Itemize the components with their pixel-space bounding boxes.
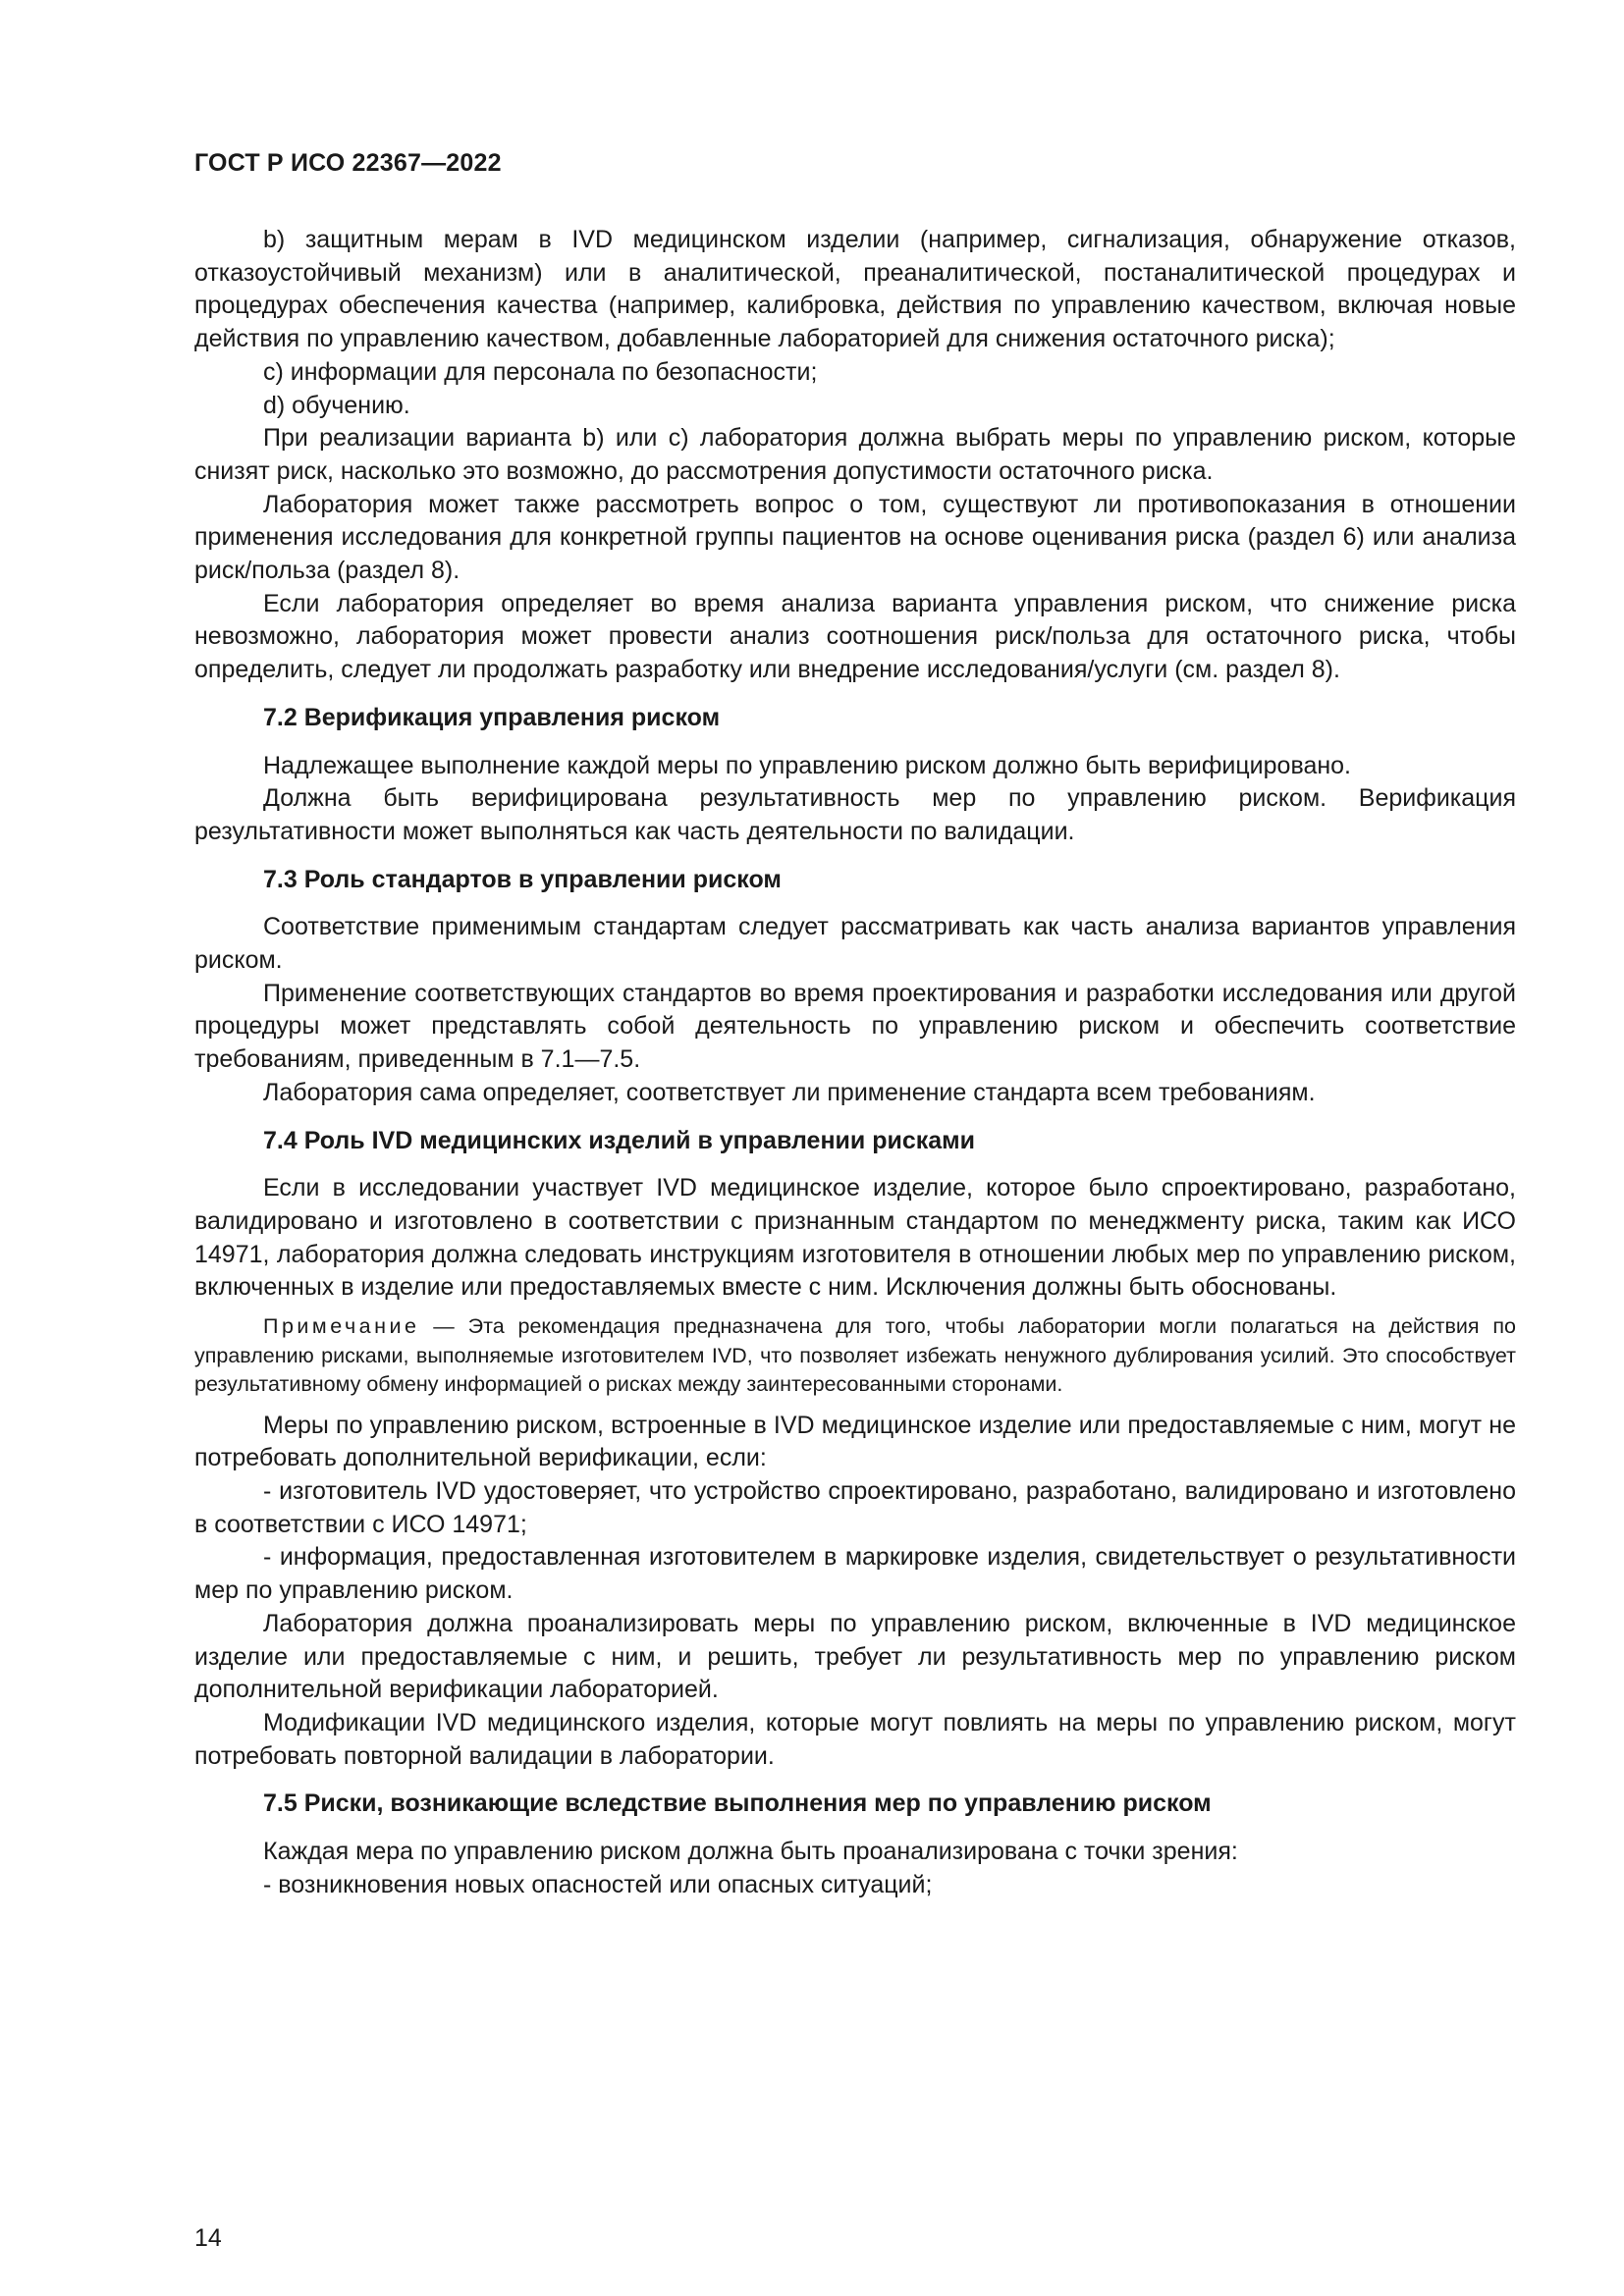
paragraph: Модификации IVD медицинского изделия, которые могут повлиять на меры по управлению риском, могут потребовать повторной валидации в лаборатории. <box>194 1708 1516 1770</box>
page-number: 14 <box>194 2224 222 2252</box>
page-content <box>194 224 1516 1901</box>
paragraph-dash-item: - возникновения новых опасностей или опасных ситуаций; <box>263 1870 933 1898</box>
paragraph-dash-item: - информация, предоставленная изготовителем в маркировке изделия, свидетельствует о результативности мер по управлению риском. <box>194 1543 1516 1605</box>
paragraph: При реализации варианта b) или c) лаборатория должна выбрать меры по управлению риском, которые снизят риск, насколько это возможно, до рассмотрения допустимости остаточного риска. <box>194 424 1516 485</box>
section-heading-7-3: 7.3 Роль стандартов в управлении риском <box>263 865 782 893</box>
paragraph: Лаборатория сама определяет, соответствует ли применение стандарта всем требованиям. <box>263 1078 1316 1106</box>
paragraph: Если лаборатория определяет во время анализа варианта управления риском, что снижение риска невозможно, лаборатория может провести анализ соотношения риск/польза для остаточного риска, чтобы определить, следует ли продолжать разработку или внедрение исследования/услуги (см. раздел 8). <box>194 589 1516 684</box>
note-label: Примечание <box>263 1314 420 1339</box>
paragraph-list-item-b: b) защитным мерам в IVD медицинском изделии (например, сигнализация, обнаружение отказов, отказоустойчивый механизм) или в аналитической, преаналитической, постаналитической процедурах и процедурах обеспечения качества (например, калибровка, действия по управлению качеством, включая новые действия по управлению качеством, добавленные лабораторией для снижения остаточного риска); <box>194 226 1516 353</box>
paragraph-list-item-c: c) информации для персонала по безопасности; <box>263 357 818 386</box>
paragraph: Каждая мера по управлению риском должна быть проанализирована с точки зрения: <box>263 1838 1238 1866</box>
paragraph: Меры по управлению риском, встроенные в IVD медицинское изделие или предоставляемые с ним, могут не потребовать дополнительной верификации, если: <box>194 1411 1516 1472</box>
section-heading-7-4: 7.4 Роль IVD медицинских изделий в управлении рисками <box>263 1126 976 1154</box>
paragraph: Лаборатория должна проанализировать меры по управлению риском, включенные в IVD медицинское изделие или предоставляемые с ним, и решить, требует ли результативность мер по управлению риском дополнительной верификации лабораторией. <box>194 1609 1516 1704</box>
paragraph: Соответствие применимым стандартам следует рассматривать как часть анализа вариантов управления риском. <box>194 913 1516 975</box>
paragraph: Применение соответствующих стандартов во время проектирования и разработки исследования или другой процедуры может представлять собой деятельность по управлению риском и обеспечить соответствие требованиям, приведенным в 7.1—7.5. <box>194 979 1516 1074</box>
note <box>194 1312 1516 1400</box>
paragraph-list-item-d: d) обучению. <box>263 391 410 419</box>
paragraph: Если в исследовании участвует IVD медицинское изделие, которое было спроектировано, разработано, валидировано и изготовлено в соответствии с признанным стандартом по менеджменту риска, таким как ИСО 14971, лаборатория должна следовать инструкциям изготовителя в отношении любых мер по управлению риском, включенных в изделие или предоставляемых вместе с ним. Исключения должны быть обоснованы. <box>194 1174 1516 1302</box>
paragraph-dash-item: - изготовитель IVD удостоверяет, что устройство спроектировано, разработано, валидировано и изготовлено в соответствии с ИСО 14971; <box>194 1477 1516 1538</box>
paragraph: Надлежащее выполнение каждой меры по управлению риском должно быть верифицировано. <box>263 751 1352 779</box>
section-heading-7-2: 7.2 Верификация управления риском <box>263 703 721 731</box>
note-text: — Эта рекомендация предназначена для того, чтобы лаборатории могли полагаться на действия по управлению рисками, выполняемые изготовителем IVD, что позволяет избежать ненужного дублирования усилий. Это способствует результативному обмену информацией о рисках между заинтересованными сторонами. <box>194 1314 1516 1397</box>
document-header: ГОСТ Р ИСО 22367—2022 <box>194 149 502 177</box>
section-heading-7-5: 7.5 Риски, возникающие вследствие выполнения мер по управлению риском <box>263 1789 1212 1818</box>
paragraph: Лаборатория может также рассмотреть вопрос о том, существуют ли противопоказания в отношении применения исследования для конкретной группы пациентов на основе оценивания риска (раздел 6) или анализа риск/польза (раздел 8). <box>194 490 1516 585</box>
paragraph: Должна быть верифицирована результативность мер по управлению риском. Верификация результативности может выполняться как часть деятельности по валидации. <box>194 784 1516 845</box>
